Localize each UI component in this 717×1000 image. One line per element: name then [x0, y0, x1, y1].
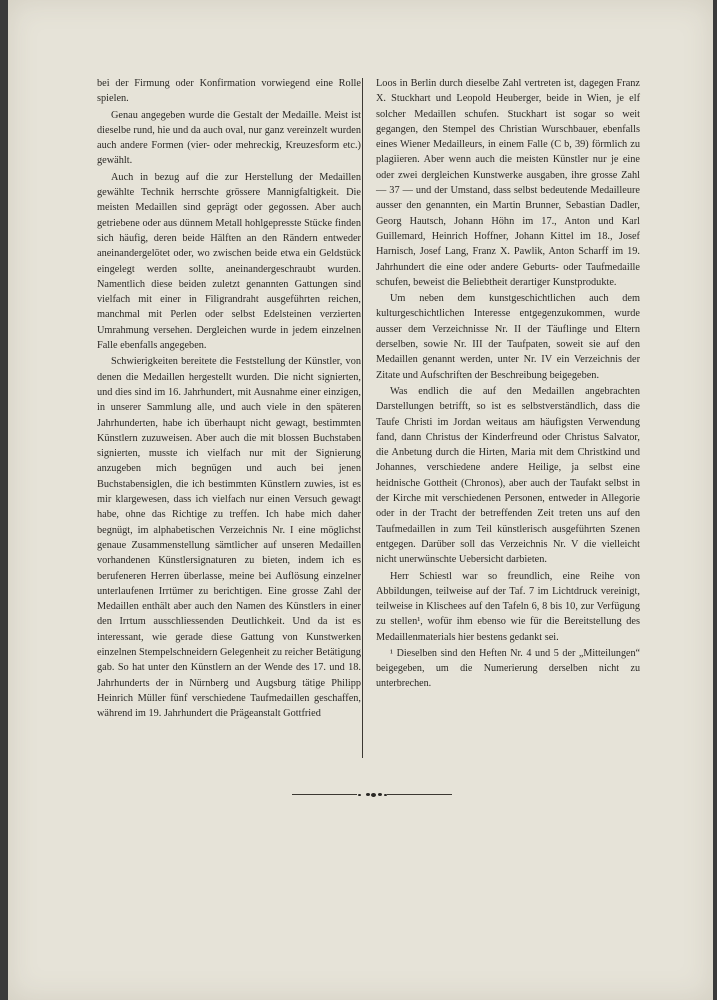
- right-column: [376, 76, 640, 691]
- ornament-line-left: [292, 794, 357, 795]
- footnote: ¹ Dieselben sind den Heften Nr. 4 und 5 der „Mitteilungen“ beigegeben, um die Numerierung derselben nicht zu unterbrechen.: [376, 647, 640, 689]
- paragraph: Herr Schiestl war so freundlich, eine Reihe von Abbildungen, teilweise auf der Taf. 7 im Lichtdruck vereinigt, teilweise in Klischees auf den Tafeln 6, 8 bis 10, zur Verfügung zu stellen¹, wofür ihm ebenso wie für die Bereitstellung des Medaillenmaterials hier bestens gedankt sei.: [376, 570, 640, 643]
- paragraph: Schwierigkeiten bereitete die Feststellung der Künstler, von denen die Medaillen hergestellt wurden. Die nicht signierten, und dies sind im 16. Jahrhundert, mit Ausnahme einer einzigen, in unserer Sammlung alle, und auch viele in den späteren Jahrhunderten, habe ich überhaupt nicht gewagt, bestimmten Künstlern zuzuweisen. Aber auch die mit blossen Buchstaben signierten, musste ich vielfach nur mit der Signierung anzugeben mich begnügen und auch bei jenen Buchstabensiglen, die ich bestimmten Künstlern zuwies, ist es mir klargewesen, dass ich vielfach nur einen Versuch gewagt habe, ohne das Richtige zu treffen. Ich habe mich daher begnügt, im alphabetischen Verzeichnis Nr. I eine möglichst genaue Zusammenstellung sämtlicher auf unseren Medaillen vorhandenen Künstlersignaturen zu bieten, indem ich es berufeneren Herren überlasse, meine bei Auflösung einzelner unterlaufenen Irrtümer zu berichtigen. Eine grosse Zahl der Medaillen enthält aber auch den Namen des Künstlers in einer den Irrtum ausschliessenden Deutlichkeit. Und da ist es interessant, wie gerade diese Gattung von Kunstwerken einzelnen Stempelschneidern Gelegenheit zu reicher Betätigung gab. So hat unter den Künstlern an der Wende des 17. und 18. Jahrhunderts der in Nürnberg und Augsburg tätige Philipp Heinrich Müller fünf verschiedene Taufmedaillen geschaffen, während im 19. Jahrhundert die Prägeanstalt Gottfried: [97, 356, 361, 720]
- left-column: [97, 76, 361, 721]
- column-divider: [362, 78, 363, 758]
- paragraph: Loos in Berlin durch dieselbe Zahl vertreten ist, dagegen Franz X. Stuckhart und Leopold Heuberger, beide in Wien, je elf solcher Medaillen schufen. Stuckhart ist sogar so weit gegangen, den Stempel des Christian Wurschbauer, ebenfalls eines Wiener Medailleurs, in einem Falle (C b, 39) förmlich zu plagiieren. Aber wenn auch die meisten Künstler nur je eine oder zwei dergleichen Kunstwerke ausgaben, ihre grosse Zahl — 37 — und der Umstand, dass selbst bedeutende Medailleure ausser den genannten, ein Martin Brunner, Sebastian Dadler, Georg Hautsch, Johann Höhn im 17., Anton und Karl Guillemard, Heinrich Hoffner, Johann Kittel im 18., Josef Harnisch, Josef Lang, Franz X. Pawlik, Anton Scharff im 19. Jahrhundert die eine oder andere Geburts- oder Taufmedaille schufen, beweist die Beliebtheit derartiger Kunstprodukte.: [376, 78, 640, 288]
- paragraph: Genau angegeben wurde die Gestalt der Medaille. Meist ist dieselbe rund, hie und da auch oval, nur ganz vereinzelt wurden auch andere Formen (vier- oder mehreckig, Kreuzesform etc.) gewählt.: [97, 109, 361, 167]
- paragraph: Um neben dem kunstgeschichtlichen auch dem kulturgeschichtlichen Interesse entgegenzukommen, wurde ausser dem Verzeichnisse Nr. II der Täuflinge und Eltern derselben, sowie Nr. III der Taufpaten, soweit sie auf den Medaillen genannt werden, unter Nr. IV ein Verzeichnis der Zitate und Aufschriften der Beschreibung beigegeben.: [376, 293, 640, 381]
- ornament-dots: [358, 791, 386, 798]
- paragraph: bei der Firmung oder Konfirmation vorwiegend eine Rolle spielen.: [97, 78, 361, 105]
- paragraph: Auch in bezug auf die zur Herstellung der Medaillen gewählte Technik herrschte grössere Mannigfaltigkeit. Die meisten Medaillen sind geprägt oder gegossen. Aber auch getriebene oder aus dünnem Metall hohlgepresste Stücke finden sich häufig, deren beide Hälften an den Rändern entweder aneinandergelötet oder, wo zwischen beide etwa ein Geldstück eingelegt werden sollte, aneinandergeschraubt wurden. Namentlich diese beiden zuletzt genannten Gattungen sind vielfach mit einer in Filigrandraht ausgeführten reichen, manchmal mit Perlen oder selbst Edelsteinen verzierten Umrahmung versehen. Dergleichen wurde in jedem einzelnen Falle ebenfalls angegeben.: [97, 171, 361, 352]
- ornament-line-right: [387, 794, 452, 795]
- paragraph: Was endlich die auf den Medaillen angebrachten Darstellungen betrifft, so ist es selbstverständlich, dass die Taufe Christi im Jordan weitaus am häufigsten Verwendung fand, dann Christus der Kinderfreund oder Christus Salvator, die Anbetung durch die Hirten, Maria mit dem Christkind und Johannes, verschiedene andere Heilige, ja selbst eine heidnische Gottheit (Chronos), aber auch der Taufakt selbst in der Kirche mit verschiedenen Personen, entweder in Allegorie oder in der Tracht der betreffenden Zeit treten uns auf den Taufmedaillen in zum Teil künstlerisch ausgeführten Szenen entgegen. Darüber soll das Verzeichnis Nr. V die vielleicht nicht unerwünschte Uebersicht darbieten.: [376, 385, 640, 566]
- end-ornament: [292, 790, 452, 798]
